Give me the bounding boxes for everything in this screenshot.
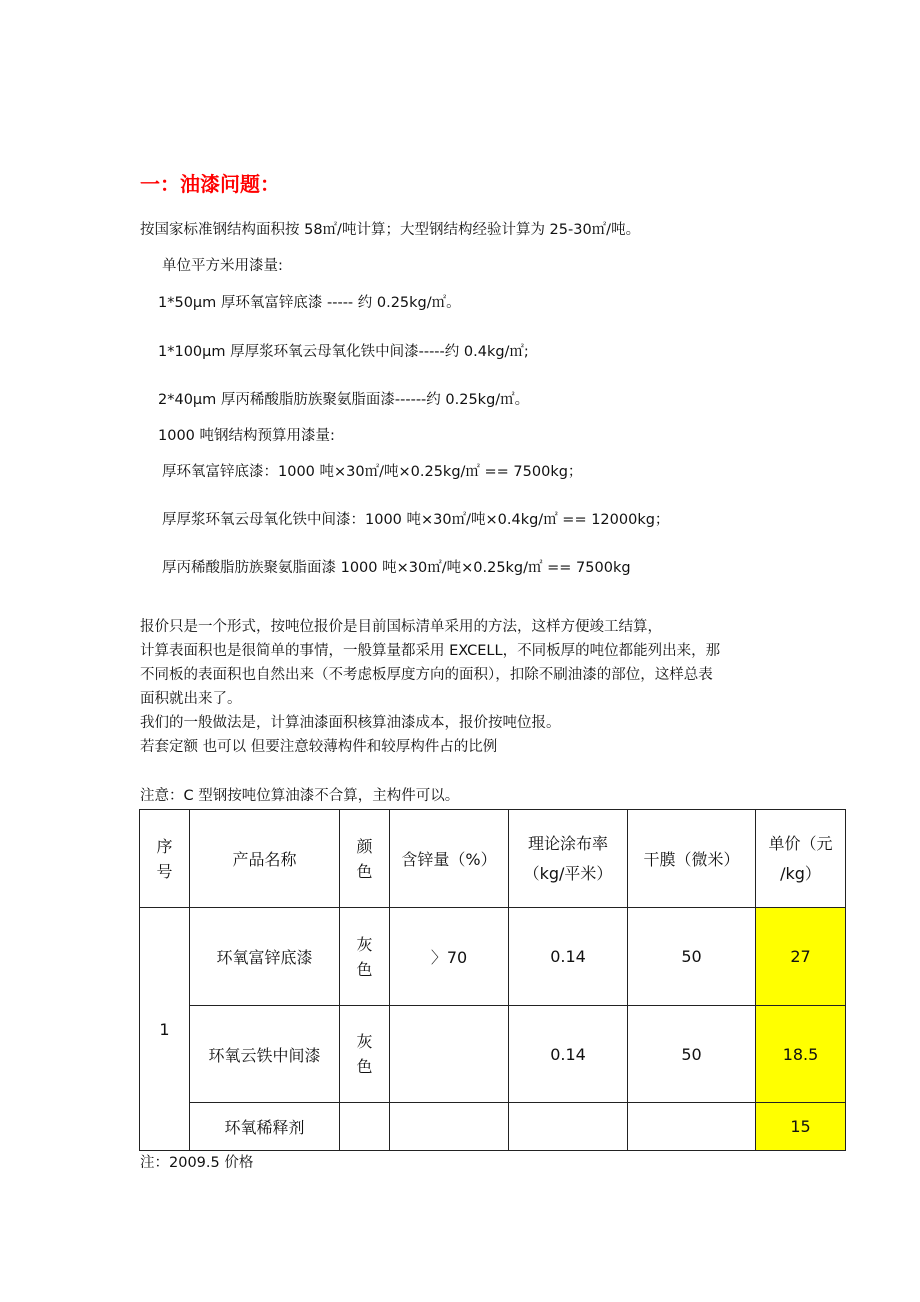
cell-name: 环氧富锌底漆 — [190, 908, 340, 1006]
paragraph-line: 若套定额 也可以 但要注意较薄构件和较厚构件占的比例 — [140, 739, 498, 755]
header-color: 颜 色 — [340, 810, 390, 908]
cell-color: 灰 色 — [340, 908, 390, 1006]
table-header-row — [140, 810, 846, 908]
per-sqm-line: 1*50μm 厚环氧富锌底漆 ----- 约 0.25kg/㎡。 — [158, 295, 461, 311]
budget-line: 厚环氧富锌底漆：1000 吨×30㎡/吨×0.25kg/㎡ == 7500kg； — [162, 464, 583, 480]
cell-coverage: 0.14 — [509, 908, 628, 1006]
intro-text: 按国家标准钢结构面积按 58㎡/吨计算；大型钢结构经验计算为 25-30㎡/吨。 — [140, 222, 641, 238]
cell-seq: 1 — [140, 908, 190, 1151]
section-heading: 一：油漆问题： — [140, 172, 280, 196]
paragraph-line: 不同板的表面积也自然出来（不考虑板厚度方向的面积），扣除不刷油漆的部位，这样总表 — [140, 667, 713, 683]
per-sqm-line: 1*100μm 厚厚浆环氧云母氧化铁中间漆-----约 0.4kg/㎡; — [158, 344, 529, 360]
budget-line: 厚厚浆环氧云母氧化铁中间漆：1000 吨×30㎡/吨×0.4kg/㎡ == 12000kg； — [162, 512, 670, 528]
cell-zinc — [390, 1103, 509, 1151]
header-zinc: 含锌量（%） — [390, 810, 509, 908]
cell-color — [340, 1103, 390, 1151]
cell-name: 环氧云铁中间漆 — [190, 1006, 340, 1103]
cell-coverage — [509, 1103, 628, 1151]
cell-color: 灰 色 — [340, 1006, 390, 1103]
price-footnote: 注：2009.5 价格 — [140, 1155, 254, 1171]
cell-price: 18.5 — [756, 1006, 846, 1103]
per-sqm-title: 单位平方米用漆量: — [162, 258, 283, 274]
per-sqm-line: 2*40μm 厚丙稀酸脂肪族聚氨脂面漆------约 0.25kg/㎡。 — [158, 392, 530, 408]
header-seq: 序 号 — [140, 810, 190, 908]
cell-zinc — [390, 1006, 509, 1103]
paint-price-table — [139, 809, 846, 1151]
cell-film: 50 — [628, 1006, 756, 1103]
cell-coverage: 0.14 — [509, 1006, 628, 1103]
paragraph-line: 面积就出来了。 — [140, 691, 242, 707]
cell-film: 50 — [628, 908, 756, 1006]
cell-film — [628, 1103, 756, 1151]
cell-price: 27 — [756, 908, 846, 1006]
table-row — [140, 1103, 846, 1151]
header-film: 干膜（微米） — [628, 810, 756, 908]
table-row — [140, 908, 846, 1006]
table-row — [140, 1006, 846, 1103]
budget-title: 1000 吨钢结构预算用漆量: — [158, 428, 335, 444]
header-name: 产品名称 — [190, 810, 340, 908]
header-coverage: 理论涂布率 （kg/平米） — [509, 810, 628, 908]
cell-zinc: 〉70 — [390, 908, 509, 1006]
cell-price: 15 — [756, 1103, 846, 1151]
budget-line: 厚丙稀酸脂肪族聚氨脂面漆 1000 吨×30㎡/吨×0.25kg/㎡ == 7500kg — [162, 560, 631, 576]
c-steel-note: 注意：C 型钢按吨位算油漆不合算，主构件可以。 — [140, 788, 460, 804]
paragraph-line: 报价只是一个形式，按吨位报价是目前国标清单采用的方法，这样方便竣工结算， — [140, 619, 662, 635]
paragraph-line: 我们的一般做法是，计算油漆面积核算油漆成本，报价按吨位报。 — [140, 715, 561, 731]
paragraph-line: 计算表面积也是很简单的事情，一般算量都采用 EXCELL，不同板厚的吨位都能列出来，那 — [140, 643, 721, 659]
header-price: 单价（元 /kg） — [756, 810, 846, 908]
cell-name: 环氧稀释剂 — [190, 1103, 340, 1151]
